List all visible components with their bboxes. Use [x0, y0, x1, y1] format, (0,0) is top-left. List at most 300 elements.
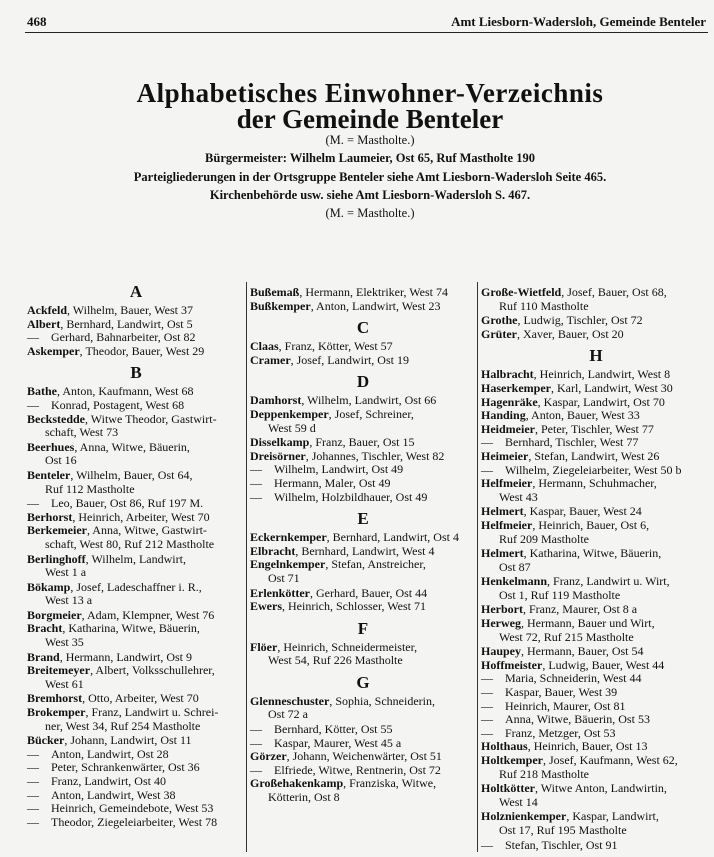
surname: Hoffmeister: [481, 657, 543, 672]
directory-entry: [27, 441, 245, 468]
entry-line: [481, 519, 711, 533]
surname: Henkelmann: [481, 574, 548, 589]
ditto-dash: —: [481, 685, 505, 700]
directory-entry: [250, 764, 476, 778]
ditto-dash: —: [27, 760, 51, 775]
entry-continuation: Kötterin, Ost 8: [268, 790, 340, 805]
entry-details: , Johann, Weichenwärter, Ost 51: [286, 749, 442, 764]
surname: Albert: [27, 316, 61, 331]
directory-entry: [481, 286, 711, 313]
surname: Glenneschuster: [250, 693, 330, 708]
entry-continuation: West 14: [499, 794, 538, 809]
entry-details: , Franz, Maurer, Ost 8 a: [522, 602, 638, 617]
entry-line: [250, 587, 476, 601]
surname: Bathe: [27, 384, 57, 399]
page-subtitle: der Gemeinde Benteler: [236, 104, 504, 134]
entry-continuation: West 35: [45, 635, 84, 650]
directory-entry: [27, 789, 245, 803]
letter-heading: A: [129, 282, 143, 301]
column-divider: [477, 282, 478, 852]
entry-details: , Kaspar, Landwirt, Ost 70: [537, 394, 665, 409]
letter-heading: E: [357, 509, 369, 529]
directory-entry: [481, 839, 711, 853]
entry-line: [250, 750, 476, 764]
directory-entry: [481, 713, 711, 727]
directory-entry: [250, 340, 476, 354]
directory-entry: [27, 331, 245, 345]
entry-line: [250, 491, 476, 505]
directory-entry: [250, 463, 476, 477]
entry-line: [481, 436, 711, 450]
entry-line: [250, 737, 476, 751]
ditto-dash: —: [27, 814, 51, 829]
entry-details: Anton, Landwirt, West 38: [51, 787, 176, 802]
directory-entry: [250, 477, 476, 491]
entry-line: [250, 695, 476, 709]
surname: Holtkötter: [481, 781, 535, 796]
directory-entry: [481, 368, 711, 382]
entry-details: Hermann, Maler, Ost 49: [274, 475, 391, 490]
entry-continuation: Ruf 110 Mastholte: [499, 298, 589, 313]
surname: Haupey: [481, 644, 522, 659]
directory-entry: [27, 581, 245, 608]
ditto-dash: —: [481, 725, 505, 740]
directory-entry: [27, 385, 245, 399]
entry-line: [250, 477, 476, 491]
directory-entry: [481, 672, 711, 686]
directory-entry: [250, 600, 476, 614]
directory-entry: [250, 723, 476, 737]
directory-entry: [27, 664, 245, 691]
surname: Haserkemper: [481, 380, 551, 395]
entry-line: [250, 558, 476, 572]
entry-continuation: schaft, West 73: [45, 425, 119, 440]
entry-details: , Heinrich, Bauer, Ost 13: [527, 739, 648, 754]
resident-column-3: [481, 286, 711, 852]
entry-line: [481, 409, 711, 423]
entry-line: [481, 396, 711, 410]
entry-details: , Karl, Landwirt, West 30: [550, 380, 673, 395]
header-rule: [25, 32, 708, 33]
entry-details: Franz, Metzger, Ost 53: [505, 725, 616, 740]
directory-entry: [481, 423, 711, 437]
surname: Claas: [250, 339, 279, 354]
abbreviation-note-2: (M. = Mastholte.): [325, 206, 415, 220]
letter-heading: F: [357, 618, 369, 638]
surname: Beerhues: [27, 439, 75, 454]
directory-entry: [27, 469, 245, 496]
entry-details: , Anton, Bauer, West 33: [525, 408, 640, 423]
entry-line: [27, 651, 245, 665]
entry-line: [481, 328, 711, 342]
entry-continuation: Ost 16: [45, 453, 77, 468]
directory-entry: [250, 408, 476, 435]
entry-line: [27, 734, 245, 748]
entry-details: , Anton, Kaufmann, West 68: [57, 384, 194, 399]
directory-entry: [250, 394, 476, 408]
surname: Flöer: [250, 639, 278, 654]
surname: Heidmeier: [481, 421, 535, 436]
entry-line: [27, 441, 245, 455]
directory-entry: [27, 734, 245, 748]
entry-details: , Ludwig, Tischler, Ost 72: [517, 313, 643, 328]
entry-details: Anton, Landwirt, Ost 28: [51, 746, 169, 761]
surname: Cramer: [250, 352, 291, 367]
entry-details: Anna, Witwe, Bäuerin, Ost 53: [505, 712, 650, 727]
entry-details: , Sophia, Schneiderin,: [329, 693, 435, 708]
entry-continuation: West 59 d: [268, 420, 316, 435]
entry-details: , Heinrich, Arbeiter, West 70: [72, 509, 210, 524]
entry-details: , Heinrich, Bauer, Ost 6,: [532, 517, 650, 532]
surname: Ewers: [250, 599, 282, 614]
ditto-dash: —: [27, 801, 51, 816]
directory-entry: [250, 450, 476, 464]
entry-details: , Franz, Kötter, West 57: [278, 339, 393, 354]
entry-details: , Peter, Tischler, West 77: [534, 421, 654, 436]
entry-details: , Hermann, Landwirt, Ost 9: [59, 649, 192, 664]
entry-details: , Wilhelm, Bauer, Ost 64,: [70, 467, 193, 482]
surname: Askemper: [27, 343, 80, 358]
directory-entry: [481, 810, 711, 837]
directory-entry: [481, 547, 711, 574]
entry-line: [27, 318, 245, 332]
entry-line: [27, 789, 245, 803]
directory-entry: [27, 524, 245, 551]
entry-line: [481, 782, 711, 796]
abbreviation-note: (M. = Mastholte.): [325, 133, 415, 147]
ditto-dash: —: [27, 330, 51, 345]
surname: Erlenkötter: [250, 585, 310, 600]
surname: Benteler: [27, 467, 71, 482]
entry-line: [27, 664, 245, 678]
directory-entry: [27, 692, 245, 706]
entry-line: [27, 775, 245, 789]
directory-entry: [481, 645, 711, 659]
entry-details: Franz, Landwirt, Ost 40: [51, 774, 166, 788]
entry-line: [27, 345, 245, 359]
entry-line: [481, 547, 711, 561]
entry-line: [481, 450, 711, 464]
directory-entry: [250, 491, 476, 505]
surname: Bökamp: [27, 579, 71, 594]
ditto-dash: —: [481, 671, 505, 686]
entry-details: Theodor, Ziegeleiarbeiter, West 78: [51, 814, 218, 829]
surname: Bremhorst: [27, 691, 83, 706]
directory-entry: [27, 761, 245, 775]
surname: Bußkemper: [250, 298, 311, 313]
entry-continuation: West 61: [45, 676, 84, 691]
ditto-dash: —: [481, 435, 505, 450]
directory-entry: [27, 345, 245, 359]
surname: Berhorst: [27, 509, 73, 524]
entry-details: , Franz, Landwirt u. Wirt,: [547, 574, 670, 589]
ditto-dash: —: [481, 712, 505, 727]
entry-continuation: Ost 72 a: [268, 707, 308, 722]
entry-details: Wilhelm, Landwirt, Ost 49: [274, 462, 404, 477]
entry-continuation: West 13 a: [45, 593, 93, 608]
entry-details: , Franz, Landwirt u. Schrei-: [85, 705, 219, 720]
entry-continuation: West 43: [499, 489, 538, 504]
surname: Großehakenkamp: [250, 776, 344, 791]
entry-continuation: Ruf 112 Mastholte: [45, 481, 135, 496]
directory-entry: [481, 686, 711, 700]
surname: Bußemaß: [250, 285, 300, 299]
entry-details: Heinrich, Gemeindebote, West 53: [51, 801, 214, 816]
directory-entry: [481, 740, 711, 754]
directory-entry: [27, 802, 245, 816]
entry-line: [27, 413, 245, 427]
entry-details: Gerhard, Bahnarbeiter, Ost 82: [51, 330, 196, 345]
entry-line: [250, 600, 476, 614]
entry-line: [250, 340, 476, 354]
surname: Berkemeier: [27, 523, 87, 538]
entry-line: [27, 399, 245, 413]
entry-details: , Heinrich, Schlosser, West 71: [282, 599, 426, 614]
surname: Elbracht: [250, 543, 296, 558]
column-divider: [246, 282, 247, 852]
entry-details: , Heinrich, Schneidermeister,: [277, 639, 418, 654]
entry-details: Stefan, Tischler, Ost 91: [505, 837, 618, 852]
entry-line: [481, 740, 711, 754]
surname: Grüter: [481, 326, 517, 341]
ditto-dash: —: [481, 462, 505, 477]
directory-entry: [481, 409, 711, 423]
entry-continuation: schaft, West 80, Ruf 212 Mastholte: [45, 536, 215, 551]
ditto-dash: —: [27, 496, 51, 511]
entry-line: [481, 645, 711, 659]
entry-details: , Ludwig, Bauer, West 44: [542, 657, 665, 672]
entry-details: , Bernhard, Landwirt, Ost 5: [60, 316, 193, 331]
directory-entry: [481, 464, 711, 478]
entry-details: , Wilhelm, Landwirt,: [85, 551, 186, 566]
directory-entry: [250, 286, 476, 300]
directory-entry: [250, 750, 476, 764]
entry-details: , Johann, Landwirt, Ost 11: [64, 733, 192, 748]
entry-line: [481, 839, 711, 853]
entry-details: , Stefan, Landwirt, West 26: [528, 448, 660, 463]
entry-details: , Josef, Kaufmann, West 62,: [543, 753, 678, 767]
entry-details: , Katharina, Witwe, Bäuerin,: [62, 621, 200, 636]
resident-column-1: [27, 282, 245, 829]
entry-line: [250, 723, 476, 737]
directory-entry: [27, 651, 245, 665]
entry-line: [250, 764, 476, 778]
entry-details: , Hermann, Bauer und Wirt,: [520, 616, 655, 631]
directory-entry: [481, 314, 711, 328]
entry-details: Wilhelm, Ziegeleiarbeiter, West 50 b: [505, 462, 682, 477]
entry-line: [27, 581, 245, 595]
entry-line: [250, 450, 476, 464]
entry-line: [250, 408, 476, 422]
entry-line: [481, 617, 711, 631]
directory-entry: [250, 300, 476, 314]
entry-continuation: Ost 17, Ruf 195 Mastholte: [499, 822, 627, 837]
entry-details: , Hermann, Schuhmacher,: [532, 476, 657, 491]
surname: Deppenkemper: [250, 406, 329, 421]
entry-continuation: West 1 a: [45, 565, 87, 580]
directory-entry: [27, 609, 245, 623]
directory-entry: [481, 382, 711, 396]
surname: Dreisörner: [250, 448, 306, 463]
entry-details: , Otto, Arbeiter, West 70: [82, 691, 199, 706]
entry-details: , Heinrich, Landwirt, West 8: [533, 367, 671, 382]
entry-details: , Josef, Schreiner,: [328, 406, 414, 421]
directory-entry: [481, 477, 711, 504]
entry-details: Leo, Bauer, Ost 86, Ruf 197 M.: [51, 496, 204, 511]
surname: Grothe: [481, 313, 518, 328]
entry-details: , Albert, Volksschullehrer,: [90, 663, 215, 678]
directory-entry: [481, 575, 711, 602]
directory-entry: [481, 782, 711, 809]
directory-entry: [27, 318, 245, 332]
directory-entry: [250, 695, 476, 722]
resident-column-2: [250, 286, 476, 806]
entry-details: Peter, Schrankenwärter, Ost 36: [51, 760, 200, 775]
directory-entry: [481, 754, 711, 781]
ditto-dash: —: [481, 837, 505, 852]
entry-details: , Stefan, Anstreicher,: [325, 557, 426, 572]
entry-line: [481, 686, 711, 700]
directory-entry: [27, 706, 245, 733]
entry-line: [27, 553, 245, 567]
directory-entry: [250, 545, 476, 559]
directory-entry: [27, 413, 245, 440]
directory-entry: [481, 617, 711, 644]
entry-line: [27, 816, 245, 830]
directory-entry: [481, 519, 711, 546]
ditto-dash: —: [481, 698, 505, 713]
surname: Holthaus: [481, 739, 528, 754]
directory-entry: [27, 511, 245, 525]
letter-heading: D: [356, 372, 370, 392]
directory-entry: [481, 700, 711, 714]
running-head: Amt Liesborn-Wadersloh, Gemeinde Benteler: [451, 14, 706, 29]
entry-continuation: Ruf 218 Mastholte: [499, 766, 589, 781]
entry-details: , Josef, Landwirt, Ost 19: [290, 352, 409, 367]
directory-entry: [27, 816, 245, 830]
surname: Holtkemper: [481, 753, 543, 767]
entry-details: , Xaver, Bauer, Ost 20: [516, 326, 624, 341]
directory-entry: [481, 450, 711, 464]
entry-line: [27, 497, 245, 511]
entry-details: , Wilhelm, Landwirt, Ost 66: [301, 393, 437, 408]
entry-details: , Josef, Ladeschaffner i. R.,: [70, 579, 202, 594]
surname: Herbort: [481, 602, 523, 617]
surname: Berlinghoff: [27, 551, 86, 566]
entry-line: [481, 713, 711, 727]
directory-entry: [481, 396, 711, 410]
surname: Helmert: [481, 546, 524, 561]
surname: Engelnkemper: [250, 557, 326, 572]
entry-details: , Kaspar, Bauer, West 24: [523, 504, 642, 519]
entry-continuation: Ost 87: [499, 559, 531, 574]
entry-details: , Anna, Witwe, Gastwirt-: [86, 523, 207, 538]
entry-line: [481, 603, 711, 617]
entry-line: [27, 706, 245, 720]
entry-line: [250, 545, 476, 559]
directory-entry: [27, 497, 245, 511]
surname: Brokemper: [27, 705, 86, 720]
directory-entry: [250, 531, 476, 545]
directory-entry: [250, 737, 476, 751]
entry-continuation: West 72, Ruf 215 Mastholte: [499, 629, 634, 644]
entry-details: , Johannes, Tischler, West 82: [305, 448, 445, 463]
entry-line: [250, 286, 476, 300]
entry-details: Konrad, Postagent, West 68: [51, 397, 185, 412]
entry-line: [250, 394, 476, 408]
entry-line: [27, 802, 245, 816]
directory-entry: [250, 354, 476, 368]
entry-line: [27, 692, 245, 706]
entry-details: , Anna, Witwe, Bäuerin,: [74, 439, 190, 454]
surname: Herweg: [481, 616, 521, 631]
entry-line: [481, 423, 711, 437]
entry-details: , Hermann, Bauer, Ost 54: [521, 644, 644, 659]
entry-line: [481, 672, 711, 686]
directory-entry: [481, 328, 711, 342]
entry-details: Elfriede, Witwe, Rentnerin, Ost 72: [274, 762, 441, 777]
surname: Hagenräke: [481, 394, 538, 409]
entry-line: [27, 622, 245, 636]
entry-details: Kaspar, Maurer, West 45 a: [274, 735, 402, 750]
entry-line: [481, 368, 711, 382]
entry-details: , Anton, Landwirt, West 23: [310, 298, 441, 313]
entry-line: [481, 727, 711, 741]
entry-line: [250, 463, 476, 477]
entry-details: , Hermann, Elektriker, West 74: [299, 285, 448, 299]
letter-heading: G: [356, 672, 370, 692]
entry-line: [250, 777, 476, 791]
entry-line: [481, 286, 711, 300]
directory-entry: [250, 641, 476, 668]
surname: Ackfeld: [27, 303, 67, 317]
entry-line: [27, 469, 245, 483]
directory-entry: [27, 622, 245, 649]
directory-entry: [481, 659, 711, 673]
entry-line: [481, 810, 711, 824]
surname: Bracht: [27, 621, 63, 636]
directory-entry: [481, 603, 711, 617]
directory-entry: [250, 558, 476, 585]
entry-details: Kaspar, Bauer, West 39: [505, 685, 618, 700]
entry-line: [250, 300, 476, 314]
entry-details: , Wilhelm, Bauer, West 37: [67, 303, 193, 317]
entry-line: [250, 531, 476, 545]
directory-entry: [481, 727, 711, 741]
surname: Breitemeyer: [27, 663, 91, 678]
entry-line: [481, 754, 711, 768]
surname: Disselkamp: [250, 435, 310, 450]
entry-details: Bernhard, Kötter, Ost 55: [274, 722, 393, 737]
page-title: Alphabetisches Einwohner-Verzeichnis: [136, 78, 604, 108]
entry-line: [481, 382, 711, 396]
entry-details: , Franz, Bauer, Ost 15: [309, 435, 415, 450]
surname: Heimeier: [481, 448, 529, 463]
entry-details: , Gerhard, Bauer, Ost 44: [309, 585, 428, 600]
surname: Görzer: [250, 749, 287, 764]
entry-line: [481, 477, 711, 491]
entry-details: , Bernhard, Landwirt, Ost 4: [326, 530, 459, 545]
entry-details: Heinrich, Maurer, Ost 81: [505, 698, 626, 713]
directory-entry: [27, 748, 245, 762]
entry-line: [27, 385, 245, 399]
directory-entry: [250, 777, 476, 804]
entry-line: [481, 659, 711, 673]
surname: Beckstedde: [27, 411, 85, 426]
surname: Damhorst: [250, 393, 302, 408]
surname: Helfmeier: [481, 476, 533, 491]
letter-heading: C: [356, 318, 370, 338]
